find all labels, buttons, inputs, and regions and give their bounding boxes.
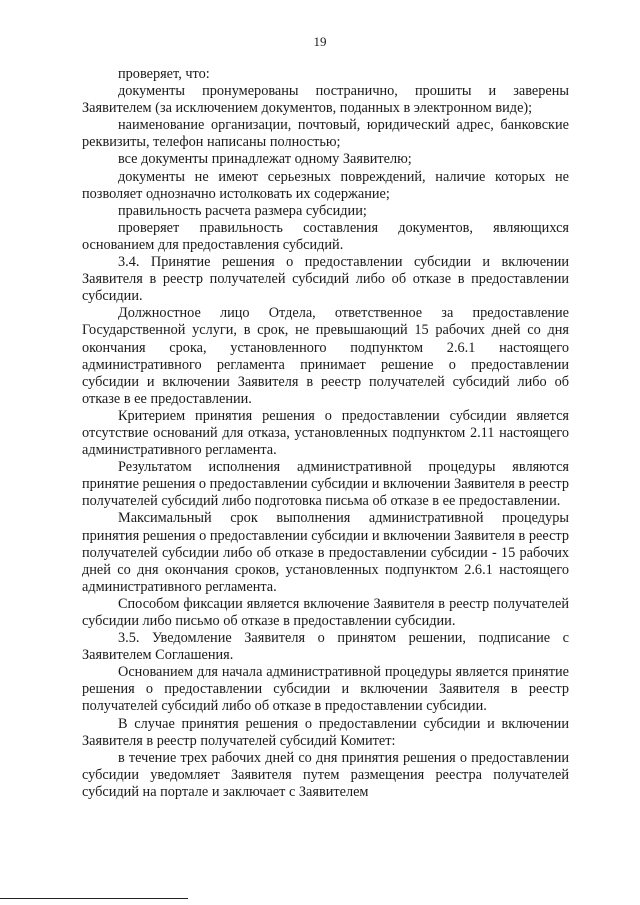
paragraph: проверяет, что:	[118, 66, 210, 82]
paragraph: правильность расчета размера субсидии;	[118, 202, 367, 219]
section-heading-3-4: 3.4. Принятие решения о предоставлении субсидии и включении Заявителя в реестр получателей субсидий либо об отказе в предоставлении субсидии.	[82, 254, 569, 305]
paragraph: Результатом исполнения административной процедуры являются принятие решения о предоставлении субсидии и включении Заявителя в реестр получателей субсидий либо подготовка письма об отказе в ее предоставлении.	[82, 459, 569, 510]
paragraph: документы пронумерованы постранично, прошиты и заверены Заявителем (за исключением документов, поданных в электронном виде);	[82, 83, 569, 117]
paragraph: документы не имеют серьезных повреждений, наличие которых не позволяет однозначно истолковать их содержание;	[82, 168, 569, 202]
paragraph: наименование организации, почтовый, юридический адрес, банковские реквизиты, телефон написаны полностью;	[82, 117, 569, 151]
paragraph: Максимальный срок выполнения административной процедуры принятия решения о предоставлении субсидии и включении Заявителя в реестр получателей субсидии либо об отказе в предоставлении субсидии - 15 рабочих дней со дня окончания сроков, установленных подпунктом 2.6.1 настоящего административного регламента.	[82, 510, 569, 595]
paragraph: Критерием принятия решения о предоставлении субсидии является отсутствие оснований для отказа, установленных подпунктом 2.11 настоящего административного регламента.	[82, 407, 569, 459]
paragraph: В случае принятия решения о предоставлении субсидии и включении Заявителя в реестр получателей субсидий Комитет:	[82, 715, 569, 749]
document-body	[82, 66, 569, 801]
footnote-divider	[0, 898, 188, 899]
paragraph: Основанием для начала административной процедуры является принятие решения о предоставлении субсидии и включении Заявителя в реестр получателей субсидий либо об отказе в предоставлении субсидии.	[82, 664, 569, 715]
paragraph: в течение трех рабочих дней со дня принятия решения о предоставлении субсидии уведомляет Заявителя путем размещения реестра получателей субсидий на портале и заключает с Заявителем	[82, 749, 569, 800]
paragraph: Способом фиксации является включение Заявителя в реестр получателей субсидии либо письмо об отказе в предоставлении субсидии.	[82, 595, 569, 629]
paragraph: проверяет правильность составления документов, являющихся основанием для предоставления субсидий.	[82, 219, 569, 253]
paragraph: все документы принадлежат одному Заявителю;	[118, 151, 412, 168]
page-number: 19	[313, 34, 327, 49]
section-heading-3-5: 3.5. Уведомление Заявителя о принятом решении, подписание с Заявителем Соглашения.	[82, 630, 569, 664]
paragraph: Должностное лицо Отдела, ответственное за предоставление Государственной услуги, в срок, не превышающий 15 рабочих дней со дня окончания срока, установленного подпунктом 2.6.1 настоящего административного регламента принимает решение о предоставлении субсидии и включении Заявителя в реестр получателей субсидий либо об отказе в ее предоставлении.	[82, 305, 569, 407]
